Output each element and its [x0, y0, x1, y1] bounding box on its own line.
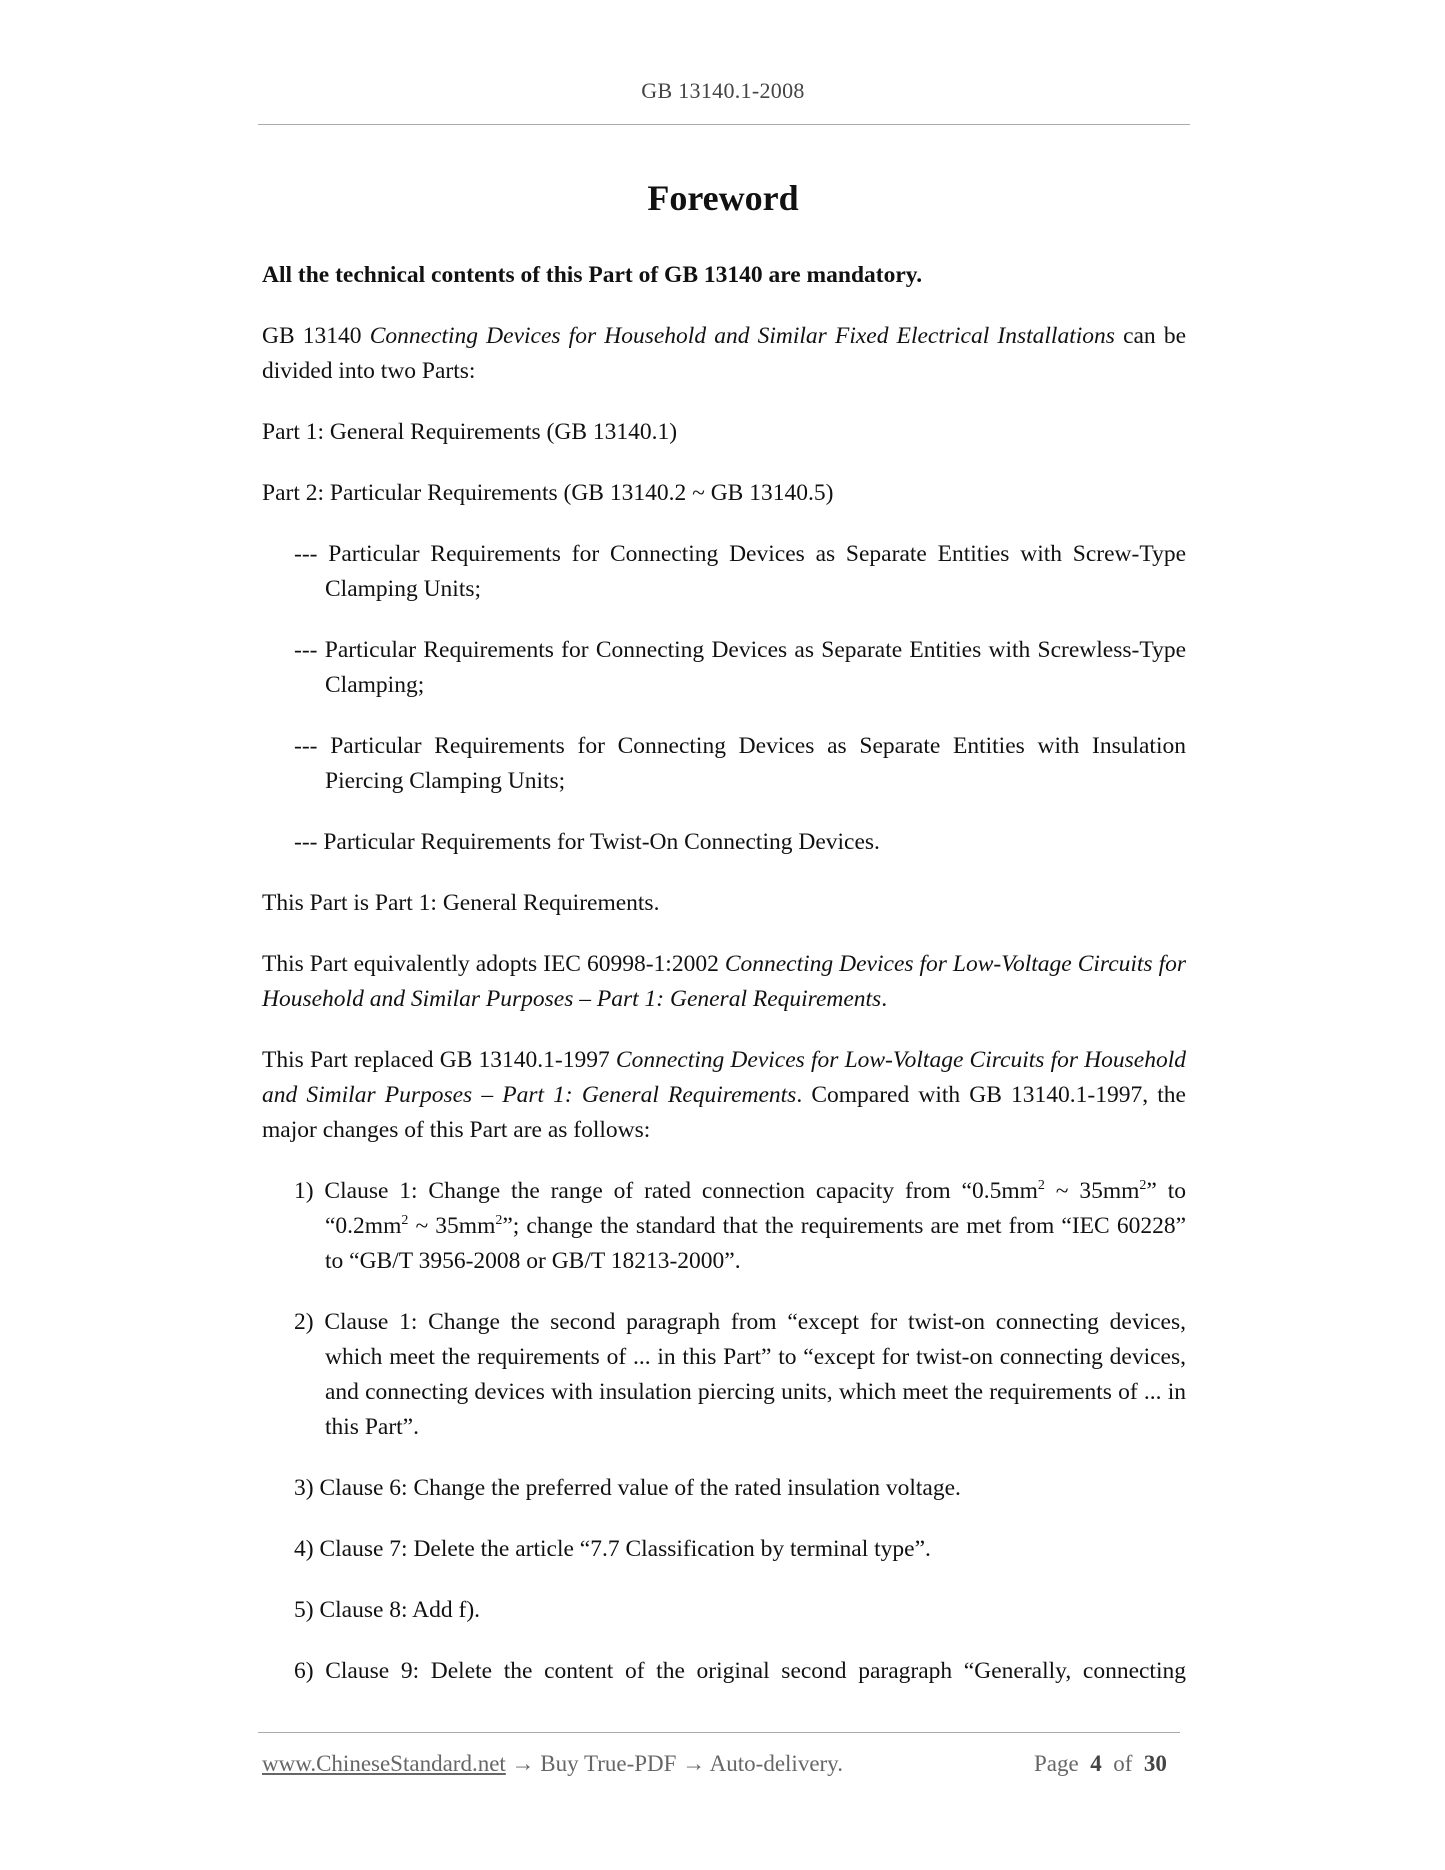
website-link[interactable]: www.ChineseStandard.net — [262, 1751, 506, 1776]
superscript-2: 2 — [1139, 1178, 1147, 1193]
superscript-2: 2 — [401, 1213, 409, 1228]
adopts-paragraph — [262, 947, 1186, 1017]
change-item-3: 3) Clause 6: Change the preferred value of the rated insulation voltage. — [294, 1475, 961, 1501]
dash-item-3: --- Particular Requirements for Connecting Devices as Separate Entities with Insulation Piercing Clamping Units; — [294, 733, 1186, 794]
adopts-text-b: . — [881, 986, 888, 1012]
change-item-4: 4) Clause 7: Delete the article “7.7 Classification by terminal type”. — [294, 1536, 931, 1562]
buy-text: Buy True-PDF — [534, 1751, 683, 1776]
page-indicator — [1034, 1751, 1167, 1777]
superscript-2: 2 — [495, 1213, 503, 1228]
footer-divider — [258, 1732, 1180, 1733]
change-item-5: 5) Clause 8: Add f). — [294, 1597, 481, 1623]
change1-text-e: ”; change the standard that the requirements are met from “IEC 60228” to “GB/T 3956-2008 or GB/T 18213-2000”. — [325, 1213, 1186, 1274]
change1-text-a: 1) Clause 1: Change the range of rated connection capacity from “0.5mm — [294, 1178, 1038, 1204]
change-item-1 — [294, 1174, 1186, 1279]
arrow-icon: → — [511, 1751, 535, 1776]
change1-text-d: ~ 35mm — [408, 1213, 496, 1239]
dash-item-1: --- Particular Requirements for Connecting Devices as Separate Entities with Screw-Type Clamping Units; — [294, 541, 1186, 602]
page-title: Foreword — [647, 178, 799, 218]
change1-text-c: ” to “0.2mm — [325, 1178, 1186, 1239]
part2-line: Part 2: Particular Requirements (GB 13140.2 ~ GB 13140.5) — [262, 480, 834, 506]
part1-line: Part 1: General Requirements (GB 13140.1) — [262, 419, 678, 445]
delivery-text: Auto-delivery. — [705, 1751, 843, 1776]
adopts-text-a: This Part equivalently adopts IEC 60998-1:2002 — [262, 951, 725, 977]
this-part-line: This Part is Part 1: General Requirements. — [262, 890, 660, 916]
change1-text-b: ~ 35mm — [1044, 1178, 1140, 1204]
replaced-text-b: . Compared with GB 13140.1-1997, the major changes of this Part are as follows: — [262, 1082, 1186, 1143]
foreword-body — [262, 258, 1186, 1689]
of-label: of — [1113, 1751, 1133, 1776]
intro-text-a: GB 13140 — [262, 323, 370, 349]
replaced-paragraph — [262, 1043, 1186, 1148]
arrow-icon: → — [682, 1751, 706, 1776]
intro-title-italic: Connecting Devices for Household and Similar Fixed Electrical Installations — [369, 323, 1115, 349]
mandatory-statement: All the technical contents of this Part of GB 13140 are mandatory. — [262, 262, 923, 288]
intro-paragraph — [262, 319, 1186, 389]
page-total: 30 — [1143, 1751, 1167, 1776]
dash-item-2: --- Particular Requirements for Connecting Devices as Separate Entities with Screwless-Type Clamping; — [294, 637, 1186, 698]
dash-item-4: --- Particular Requirements for Twist-On Connecting Devices. — [294, 829, 880, 855]
change-item-2: 2) Clause 1: Change the second paragraph from “except for twist-on connecting devices, which meet the requirements of ... in this Part” to “except for twist-on connecting devices, and connecting devices with insulation piercing units, which meet the requirements of ... in this Part”. — [294, 1309, 1186, 1440]
adopts-title-italic: Connecting Devices for Low-Voltage Circuits for Household and Similar Purposes – Part 1: General Requirements — [262, 951, 1186, 1012]
document-header: GB 13140.1-2008 — [641, 78, 805, 103]
footer-promo — [262, 1751, 843, 1777]
superscript-2: 2 — [1037, 1178, 1045, 1193]
intro-text-b: can be divided into two Parts: — [262, 323, 1186, 384]
page-number: 4 — [1090, 1751, 1102, 1776]
replaced-title-italic: Connecting Devices for Low-Voltage Circuits for Household and Similar Purposes – Part 1: General Requirements — [262, 1047, 1186, 1108]
page-label: Page — [1034, 1751, 1079, 1776]
change-item-6: 6) Clause 9: Delete the content of the original second paragraph “Generally, connecting — [294, 1658, 1186, 1684]
replaced-text-a: This Part replaced GB 13140.1-1997 — [262, 1047, 616, 1073]
header-divider — [258, 124, 1190, 125]
